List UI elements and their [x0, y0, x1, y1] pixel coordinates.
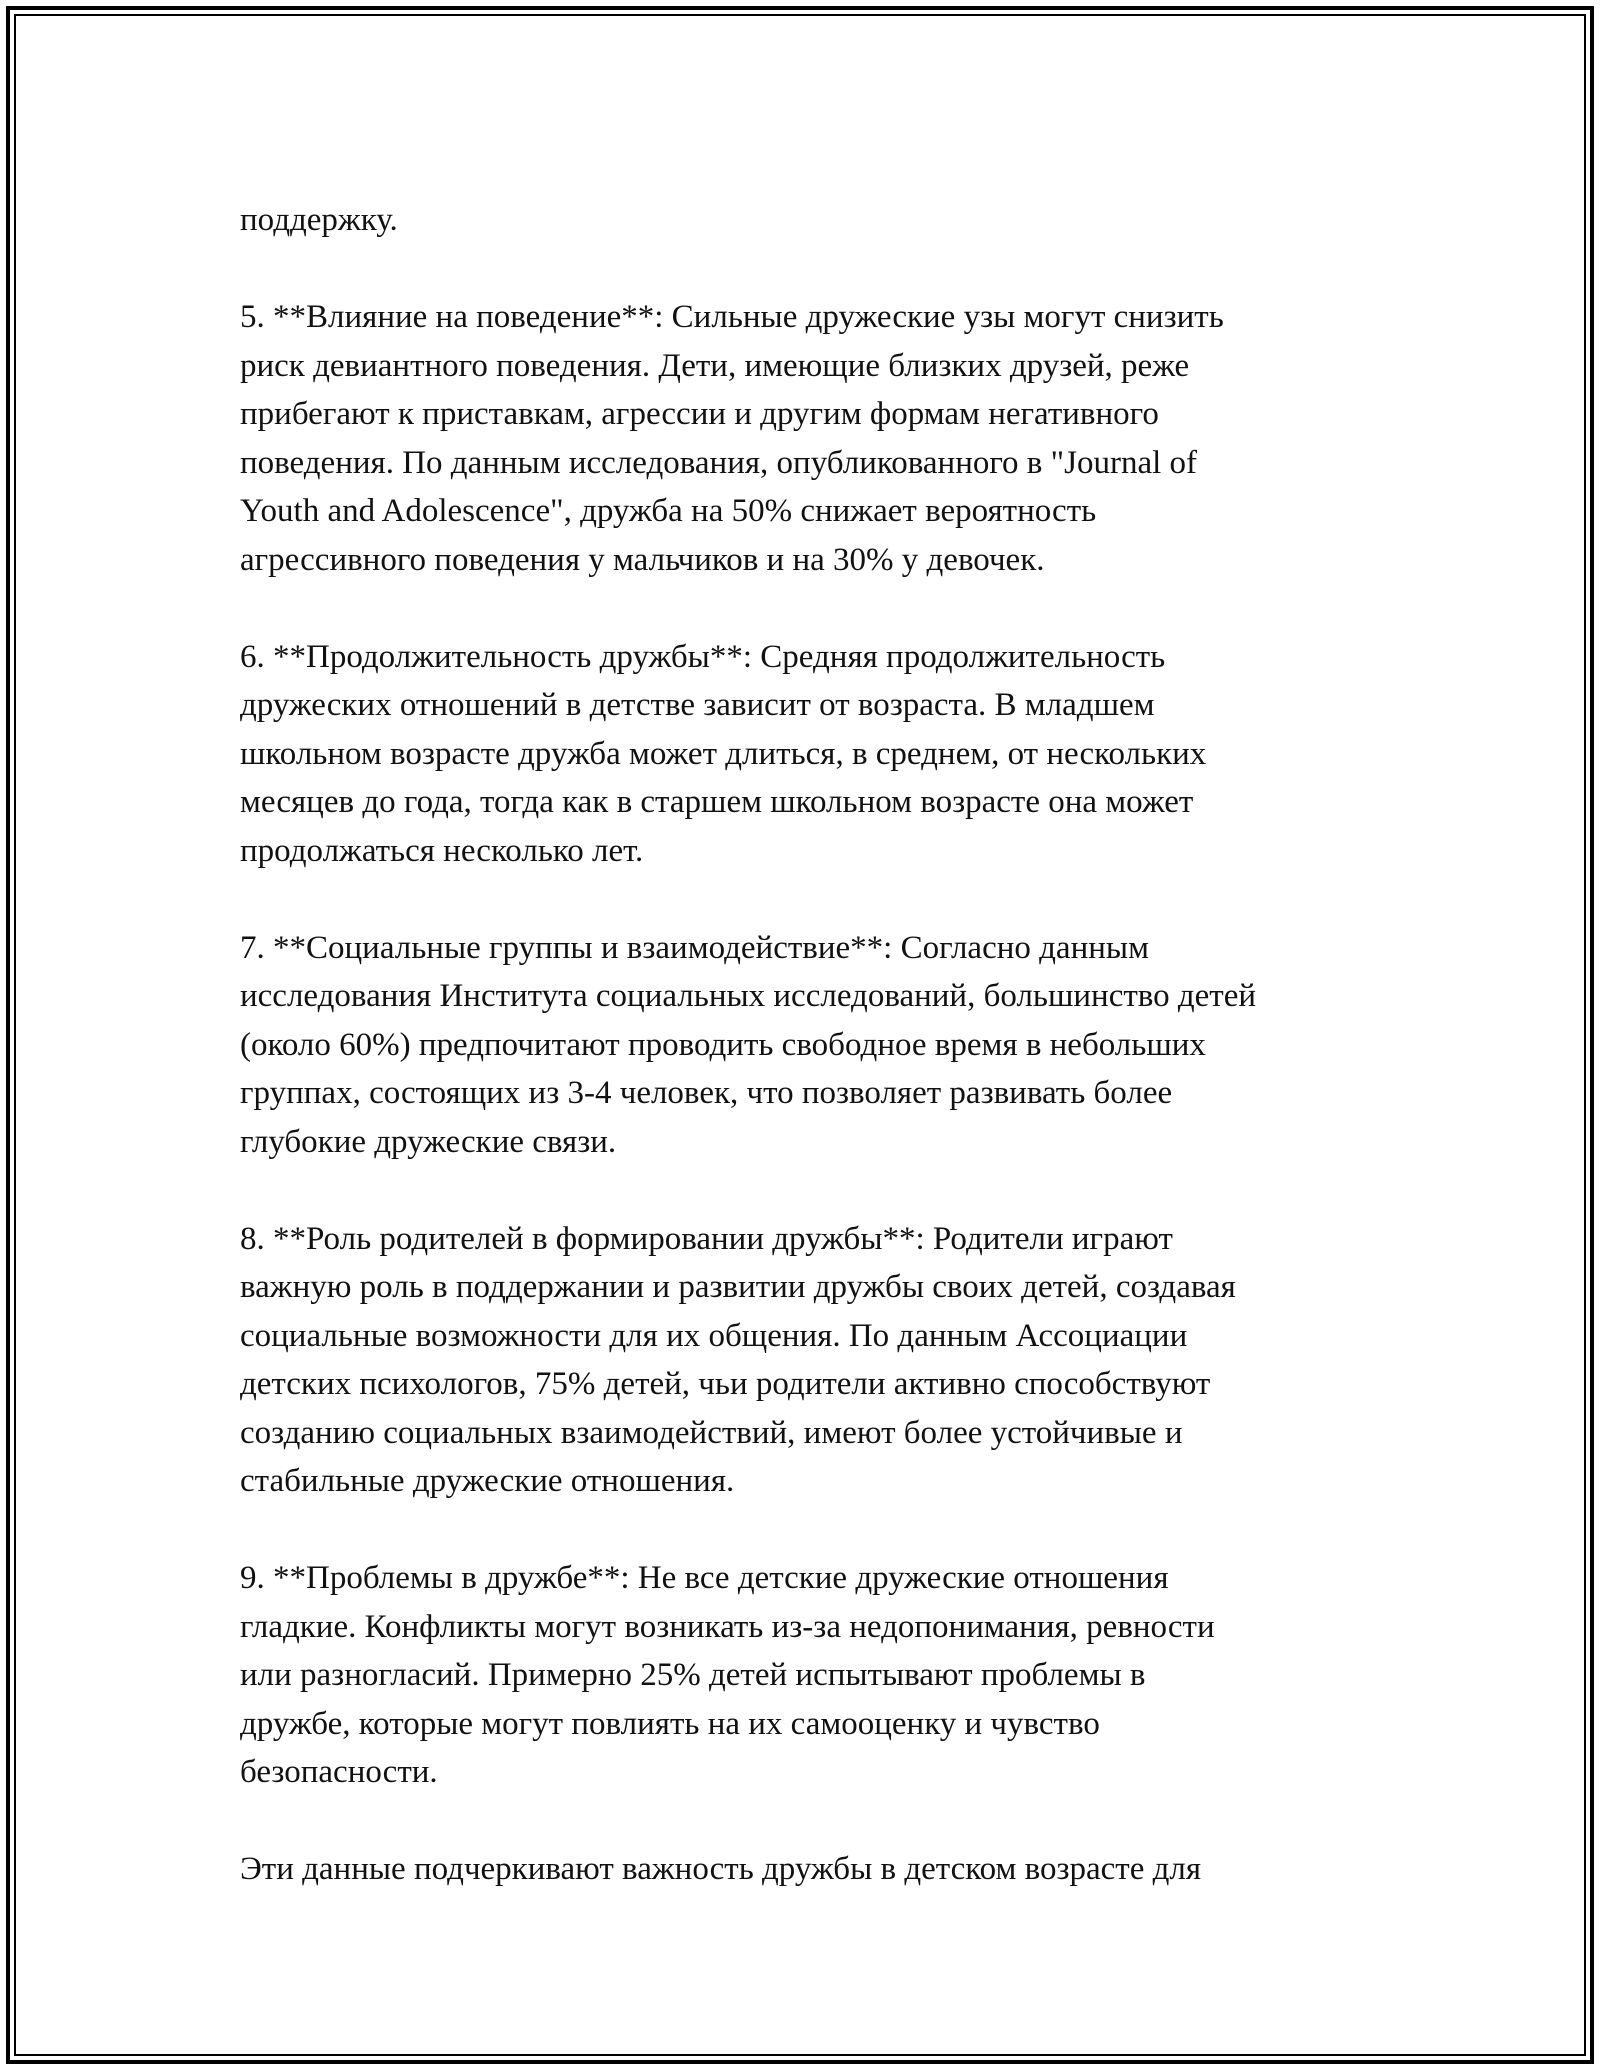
paragraph-continuation: поддержку.: [240, 202, 398, 238]
paragraph-conclusion: Эти данные подчеркивают важность дружбы в детском возрасте для: [240, 1851, 1202, 1887]
paragraph-item-9: 9. **Проблемы в дружбе**: Не все детские дружеские отношения гладкие. Конфликты могут возникать из-за недопонимания, ревности или разногласий. Примерно 25% детей испытывают проблемы в дружбе, которые могут повлиять на их самооценку и чувство безопасности.: [240, 1560, 1215, 1790]
paragraph-item-5: 5. **Влияние на поведение**: Сильные дружеские узы могут снизить риск девиантного поведения. Дети, имеющие близких друзей, реже прибегают к приставкам, агрессии и другим формам негативного поведения. По данным исследования, опубликованного в "Journal of Youth and Adolescence", дружба на 50% снижает вероятность агрессивного поведения у мальчиков и на 30% у девочек.: [240, 299, 1224, 578]
paragraph-item-7: 7. **Социальные группы и взаимодействие**: Согласно данным исследования Института социальных исследований, большинство детей (около 60%) предпочитают проводить свободное время в небольших группах, состоящих из 3-4 человек, что позволяет развивать более глубокие дружеские связи.: [240, 929, 1257, 1160]
document-body: [240, 196, 1390, 1894]
page-frame: [6, 6, 1594, 2064]
paragraph-item-8: 8. **Роль родителей в формировании дружбы**: Родители играют важную роль в поддержании и развитии дружбы своих детей, создавая социальные возможности для их общения. По данным Ассоциации детских психологов, 75% детей, чьи родители активно способствуют созданию социальных взаимодействий, имеют более устойчивые и стабильные дружеские отношения.: [240, 1220, 1236, 1499]
paragraph-item-6: 6. **Продолжительность дружбы**: Средняя продолжительность дружеских отношений в детстве зависит от возраста. В младшем школьном возрасте дружба может длиться, в среднем, от нескольких месяцев до года, тогда как в старшем школьном возрасте она может продолжаться несколько лет.: [240, 638, 1207, 869]
